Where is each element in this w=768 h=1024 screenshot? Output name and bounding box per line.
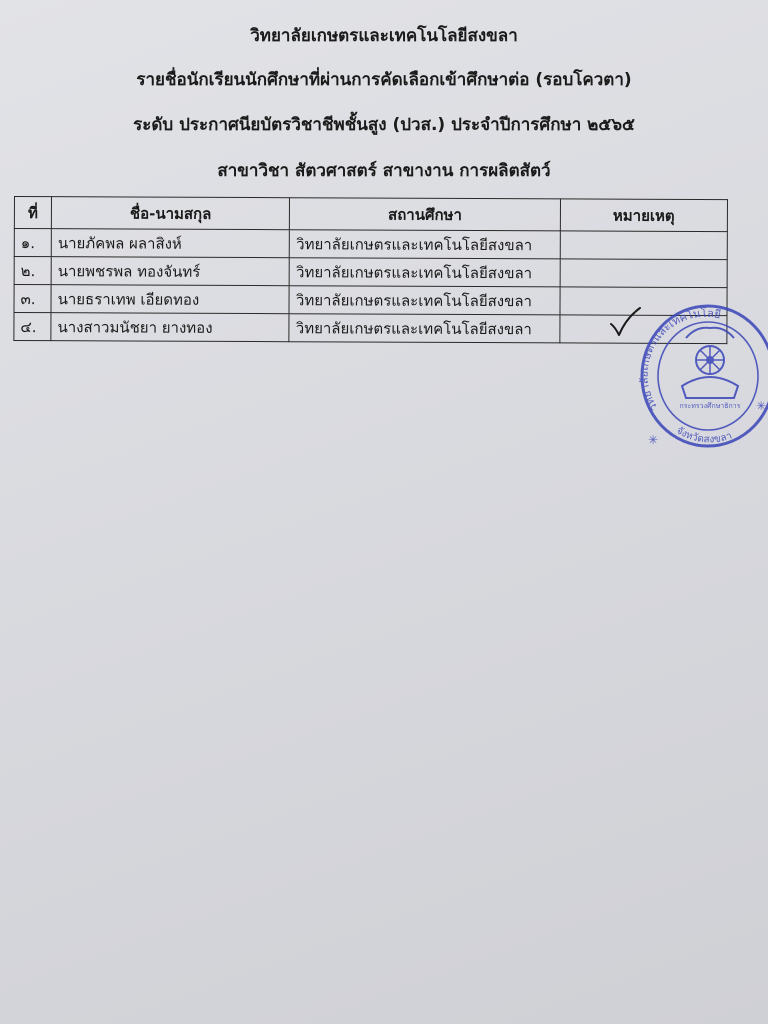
seal-text-bottom: จังหวัดสงขลา [674,425,734,446]
institution-heading: วิทยาลัยเกษตรและเทคโนโลยีสงขลา [250,26,518,46]
column-header-no: ที่ [14,197,51,229]
school-name: วิทยาลัยเกษตรและเทคโนโลยีสงขลา [289,286,559,315]
program-heading: สาขาวิชา สัตวศาสตร์ สาขางาน การผลิตสัตว์ [217,161,551,181]
seal-text-inner: กระทรวงศึกษาธิการ [679,402,741,410]
remark-cell [560,231,727,260]
svg-text:✳: ✳ [756,399,767,413]
column-header-name: ชื่อ-นามสกุล [51,197,289,230]
school-name: วิทยาลัยเกษตรและเทคโนโลยีสงขลา [290,230,560,259]
student-name: นางสาวมนัชยา ยางทอง [51,313,289,342]
list-title: รายชื่อนักเรียนนักศึกษาที่ผ่านการคัดเลือกเข้าศึกษาต่อ (รอบโควตา) [136,70,632,90]
school-name: วิทยาลัยเกษตรและเทคโนโลยีสงขลา [289,258,559,287]
row-number: ๑. [14,229,51,257]
student-name: นายธราเทพ เอียดทอง [51,285,289,314]
remark-cell [560,259,727,288]
column-header-remark: หมายเหตุ [560,199,727,232]
student-name: นายภัคพล ผลาสิงห์ [51,229,289,258]
table-row [14,257,727,288]
school-name: วิทยาลัยเกษตรและเทคโนโลยีสงขลา [289,314,559,343]
student-name: นายพชรพล ทองจันทร์ [51,257,289,286]
row-number: ๔. [14,313,51,341]
official-seal-icon [636,298,768,454]
seal-text-top: วิทยาลัยเกษตรและเทคโนโลยี [637,306,722,414]
svg-text:✳: ✳ [648,433,659,447]
column-header-school: สถานศึกษา [290,198,561,231]
row-number: ๓. [14,285,51,313]
level-heading: ระดับ ประกาศนียบัตรวิชาชีพชั้นสูง (ปวส.) ประจำปีการศึกษา ๒๕๖๕ [133,115,635,135]
table-header-row [14,197,727,232]
row-number: ๒. [14,257,51,285]
table-row [14,229,727,260]
